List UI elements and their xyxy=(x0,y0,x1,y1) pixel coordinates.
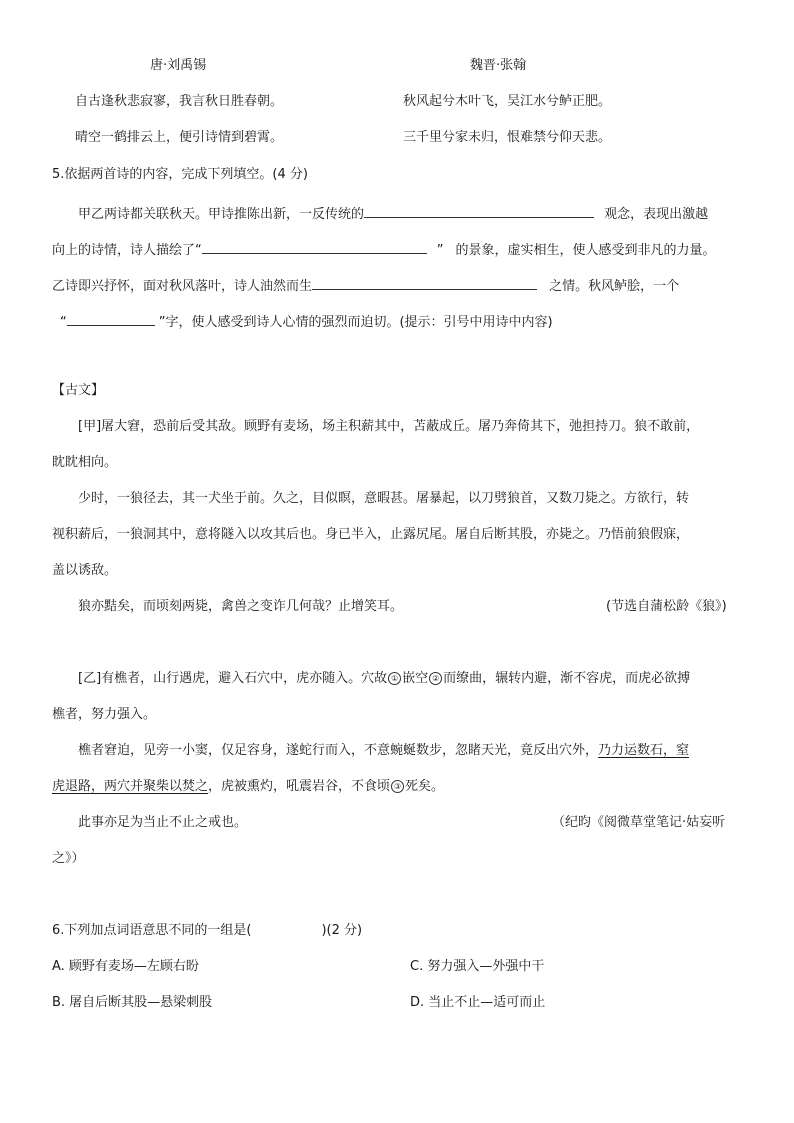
q6-option-c[interactable]: C. 努力强入—外强中干 xyxy=(410,959,545,974)
yi-p1-line1 xyxy=(78,671,690,687)
poem-a-line2: 晴空一鹤排云上，便引诗情到碧霄。 xyxy=(75,130,284,145)
poem-b-line1: 秋风起兮木叶飞，吴江水兮鲈正肥。 xyxy=(403,94,612,109)
note-marker-1: ① xyxy=(388,672,401,685)
q5-line3 xyxy=(52,275,679,295)
jia-p1-line2: 眈眈相向。 xyxy=(52,455,118,470)
q5-line4 xyxy=(60,311,553,331)
poem-a-line1: 自古逢秋悲寂寥，我言秋日胜春朝。 xyxy=(75,94,284,109)
yi-p1-text-b: 嵌空 xyxy=(402,671,429,686)
q6-title xyxy=(52,923,362,939)
q5-line3-tail: 之情。秋风鲈脍，一个 xyxy=(549,279,680,294)
guwen-header: 【古文】 xyxy=(52,383,105,398)
q5-line2-tail: 的景象，虚实相生，使人感受到非凡的力量。 xyxy=(455,243,716,258)
q5-line2 xyxy=(52,239,716,259)
yi-p2-text-c: 死矣。 xyxy=(405,779,445,794)
jia-p2-line2: 视积薪后，一狼洞其中，意将隧入以攻其后也。身已半入，止露尻尾。屠自后断其股，亦毙之。乃悟前狼假寐， xyxy=(52,527,690,542)
yi-p2-text-b: ，虎被熏灼，吼震岩谷，不食顷 xyxy=(208,779,391,794)
q5-blank1[interactable] xyxy=(364,203,594,218)
q5-blank2[interactable] xyxy=(202,239,427,254)
poem-b-title: 魏晋·张翰 xyxy=(470,58,527,73)
yi-p2-line2 xyxy=(52,779,444,795)
yi-p2-text-a: 樵者窘迫，见旁一小窦，仅足容身，遂蛇行而入，不意蜿蜒数步，忽睹天光，竟反出穴外， xyxy=(78,743,599,758)
yi-source-line1: （纪昀《阅微草堂笔记·姑妄听 xyxy=(552,815,726,830)
poem-b-line2: 三千里兮家未归，恨难禁兮仰天悲。 xyxy=(403,130,612,145)
note-marker-3: ③ xyxy=(391,780,404,793)
poem-a-title: 唐·刘禹锡 xyxy=(150,58,207,73)
jia-p3: 狼亦黠矣，而顷刻两毙，禽兽之变诈几何哉？止增笑耳。 xyxy=(78,599,404,614)
yi-p3: 此事亦足为当止不止之戒也。 xyxy=(78,815,248,830)
q6-title-text: 6.下列加点词语意思不同的一组是( xyxy=(52,923,252,938)
q5-line4-tail: ”字，使人感受到诗人心情的强烈而迫切。(提示：引号中用诗中内容) xyxy=(158,315,553,330)
q5-line4-open: “ xyxy=(60,315,67,330)
q6-option-b[interactable]: B. 屠自后断其股—悬梁刺股 xyxy=(52,995,213,1010)
q5-line3-text: 乙诗即兴抒怀，面对秋风落叶，诗人油然而生 xyxy=(52,279,313,294)
note-marker-2: ② xyxy=(429,672,442,685)
jia-source: (节选自蒲松龄《狼》) xyxy=(606,599,727,614)
q5-line1 xyxy=(78,203,708,223)
underlined-sentence-part2: 虎退路，两穴并聚柴以焚之 xyxy=(52,779,209,794)
q5-title: 5.依据两首诗的内容，完成下列填空。(4 分) xyxy=(52,167,308,182)
yi-p2-line1 xyxy=(78,743,689,759)
q6-option-a[interactable]: A. 顾野有麦场—左顾右盼 xyxy=(52,959,199,974)
yi-p1-text-c: 而缭曲，辗转内避，渐不容虎，而虎必欲搏 xyxy=(443,671,691,686)
yi-p1-line2: 樵者，努力强入。 xyxy=(52,707,157,722)
q5-line2-text: 向上的诗情，诗人描绘了“ xyxy=(52,243,202,258)
q6-title-end: )(2 分) xyxy=(321,923,363,938)
yi-p1-text-a: [乙]有樵者，山行遇虎，避入石穴中，虎亦随入。穴故 xyxy=(78,671,388,686)
underlined-sentence-part1: 乃力运数石，窒 xyxy=(598,743,690,758)
q5-line1-tail: 观念，表现出激越 xyxy=(604,207,709,222)
jia-p2-line3: 盖以诱敌。 xyxy=(52,563,118,578)
q5-line1-text: 甲乙两诗都关联秋天。甲诗推陈出新，一反传统的 xyxy=(78,207,365,222)
q6-option-d[interactable]: D. 当止不止—适可而止 xyxy=(410,995,546,1010)
q5-blank3[interactable] xyxy=(312,275,537,290)
yi-source-line2: 之》） xyxy=(52,851,85,866)
q5-blank4[interactable] xyxy=(67,311,155,326)
jia-p2-line1: 少时，一狼径去，其一犬坐于前。久之，目似瞑，意暇甚。屠暴起，以刀劈狼首，又数刀毙之。方欲行，转 xyxy=(78,491,690,506)
jia-p1-line1: [甲]屠大窘，恐前后受其敌。顾野有麦场，场主积薪其中，苫蔽成丘。屠乃奔倚其下，弛担持刀。狼不敢前， xyxy=(78,419,700,434)
q5-line2-quote: ” xyxy=(436,243,444,258)
